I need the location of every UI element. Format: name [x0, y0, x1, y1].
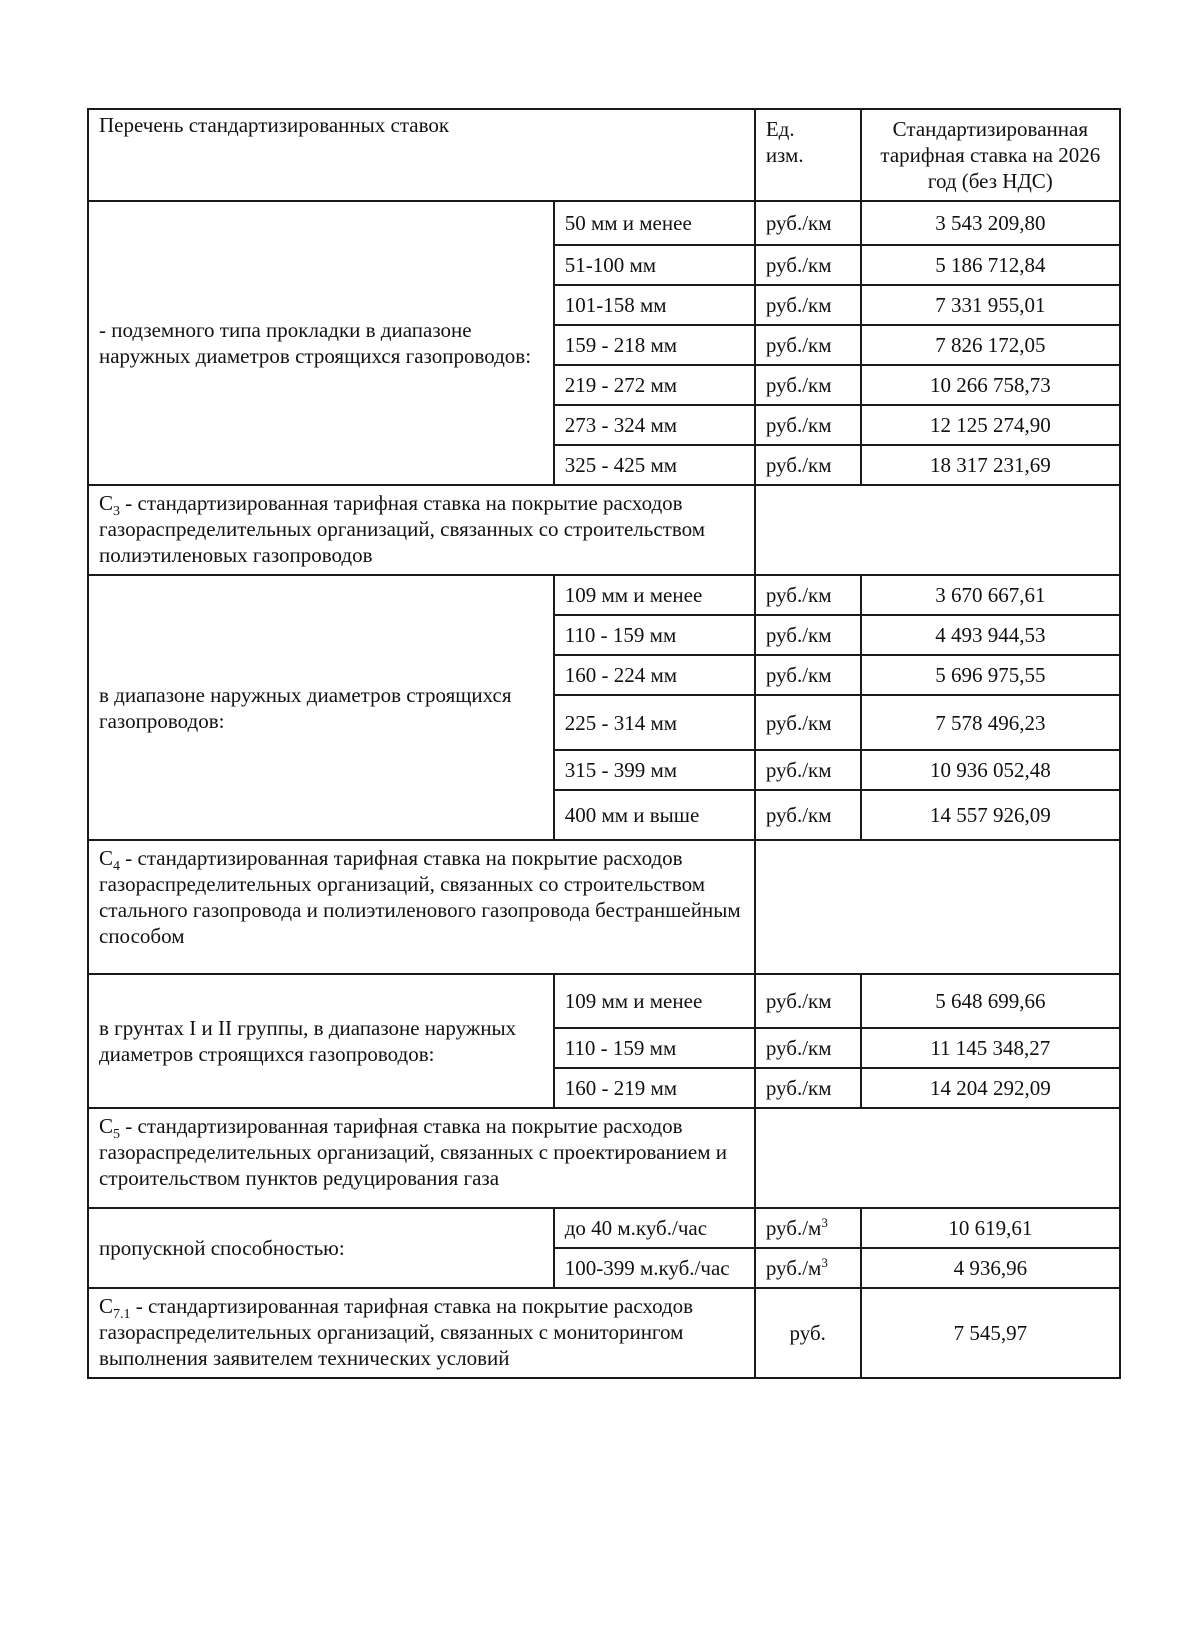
range-cell: 315 - 399 мм — [554, 750, 755, 790]
section-text: - стандартизированная тарифная ставка на покрытие расходов газораспределительных организаций, связанных со строительством полиэтиленовых газопроводов — [99, 491, 705, 567]
unit-cell: руб./км — [755, 445, 861, 485]
unit-cell: руб./км — [755, 575, 861, 615]
unit-superscript: 3 — [821, 1215, 828, 1230]
unit-cell: руб./км — [755, 750, 861, 790]
header-name-cell — [88, 109, 755, 201]
group-label-cell — [88, 1208, 554, 1288]
group-label-cell — [88, 201, 554, 485]
section-c3-cell — [88, 485, 755, 575]
unit-cell — [755, 1208, 861, 1248]
unit-cell: руб./км — [755, 615, 861, 655]
range-cell: 159 - 218 мм — [554, 325, 755, 365]
range-cell: 160 - 219 мм — [554, 1068, 755, 1108]
table-row — [88, 974, 1120, 1028]
section-c5-cell — [88, 1108, 755, 1208]
table-row — [88, 201, 1120, 245]
group-label: - подземного типа прокладки в диапазоне наружных диаметров строящихся газопроводов: — [99, 318, 532, 368]
table-header-row — [88, 109, 1120, 201]
header-value-cell — [861, 109, 1120, 201]
section-code: С — [99, 1114, 114, 1138]
value-cell: 14 557 926,09 — [861, 790, 1120, 840]
value-cell: 3 543 209,80 — [861, 201, 1120, 245]
unit-cell: руб./км — [755, 695, 861, 750]
value-cell: 11 145 348,27 — [861, 1028, 1120, 1068]
unit-text: руб./м — [765, 1216, 822, 1240]
section-row-c4 — [88, 840, 1120, 974]
value-cell: 10 936 052,48 — [861, 750, 1120, 790]
tariff-rates-table — [87, 108, 1121, 1379]
value-cell: 7 826 172,05 — [861, 325, 1120, 365]
range-cell: 110 - 159 мм — [554, 1028, 755, 1068]
section-c71-cell — [88, 1288, 755, 1378]
header-unit-cell — [755, 109, 861, 201]
unit-cell: руб./км — [755, 974, 861, 1028]
section-row-c71 — [88, 1288, 1120, 1378]
unit-cell: руб./км — [755, 325, 861, 365]
value-cell: 5 696 975,55 — [861, 655, 1120, 695]
value-cell: 7 545,97 — [861, 1288, 1120, 1378]
section-code: С — [99, 1294, 114, 1318]
range-cell: 109 мм и менее — [554, 575, 755, 615]
value-cell: 4 493 944,53 — [861, 615, 1120, 655]
range-cell: 100-399 м.куб./час — [554, 1248, 755, 1288]
unit-text: руб./м — [765, 1256, 822, 1280]
section-code-subscript: 5 — [113, 1127, 121, 1142]
table-row — [88, 575, 1120, 615]
range-cell: 325 - 425 мм — [554, 445, 755, 485]
section-row-c3 — [88, 485, 1120, 575]
value-cell: 7 578 496,23 — [861, 695, 1120, 750]
group-label-cell — [88, 974, 554, 1108]
range-cell: 101-158 мм — [554, 285, 755, 325]
unit-cell: руб./км — [755, 1068, 861, 1108]
empty-cell — [755, 840, 1120, 974]
value-cell: 5 648 699,66 — [861, 974, 1120, 1028]
header-value: Стандартизированная тарифная ставка на 2026 год (без НДС) — [880, 117, 1101, 193]
value-cell: 5 186 712,84 — [861, 245, 1120, 285]
section-row-c5 — [88, 1108, 1120, 1208]
range-cell: 160 - 224 мм — [554, 655, 755, 695]
value-cell: 18 317 231,69 — [861, 445, 1120, 485]
range-cell: 110 - 159 мм — [554, 615, 755, 655]
group-label: в грунтах I и II группы, в диапазоне наружных диаметров строящихся газопроводов: — [99, 1016, 517, 1066]
empty-cell — [755, 1108, 1120, 1208]
value-cell: 14 204 292,09 — [861, 1068, 1120, 1108]
range-cell: 109 мм и менее — [554, 974, 755, 1028]
group-label-cell — [88, 575, 554, 840]
section-text: - стандартизированная тарифная ставка на покрытие расходов газораспределительных организаций, связанных со строительством стального газопровода и полиэтиленового газопровода бестраншейным способом — [99, 846, 741, 948]
unit-cell: руб./км — [755, 405, 861, 445]
table-row — [88, 1208, 1120, 1248]
section-text: - стандартизированная тарифная ставка на покрытие расходов газораспределительных организаций, связанных с проектированием и строительством пунктов редуцирования газа — [99, 1114, 727, 1190]
section-code-subscript: 4 — [113, 859, 121, 874]
section-c4-cell — [88, 840, 755, 974]
value-cell: 10 619,61 — [861, 1208, 1120, 1248]
section-code-subscript: 7.1 — [113, 1307, 131, 1322]
unit-cell: руб./км — [755, 285, 861, 325]
range-cell: 225 - 314 мм — [554, 695, 755, 750]
header-name: Перечень стандартизированных ставок — [99, 113, 450, 137]
range-cell: 219 - 272 мм — [554, 365, 755, 405]
unit-superscript: 3 — [821, 1255, 828, 1270]
range-cell: 51-100 мм — [554, 245, 755, 285]
unit-cell: руб./км — [755, 1028, 861, 1068]
value-cell: 7 331 955,01 — [861, 285, 1120, 325]
section-code: С — [99, 846, 114, 870]
unit-cell: руб./км — [755, 365, 861, 405]
range-cell: до 40 м.куб./час — [554, 1208, 755, 1248]
value-cell: 10 266 758,73 — [861, 365, 1120, 405]
unit-cell: руб./км — [755, 201, 861, 245]
range-cell: 400 мм и выше — [554, 790, 755, 840]
range-cell: 50 мм и менее — [554, 201, 755, 245]
unit-cell: руб./км — [755, 245, 861, 285]
header-unit: Ед. изм. — [765, 117, 804, 167]
empty-cell — [755, 485, 1120, 575]
unit-cell — [755, 1248, 861, 1288]
section-code: С — [99, 491, 114, 515]
section-text: - стандартизированная тарифная ставка на покрытие расходов газораспределительных организаций, связанных с мониторингом выполнения заявителем технических условий — [99, 1294, 694, 1370]
unit-cell: руб./км — [755, 790, 861, 840]
range-cell: 273 - 324 мм — [554, 405, 755, 445]
unit-cell: руб. — [755, 1288, 861, 1378]
group-label: в диапазоне наружных диаметров строящихся газопроводов: — [99, 682, 512, 733]
section-code-subscript: 3 — [113, 504, 121, 519]
value-cell: 3 670 667,61 — [861, 575, 1120, 615]
value-cell: 12 125 274,90 — [861, 405, 1120, 445]
value-cell: 4 936,96 — [861, 1248, 1120, 1288]
unit-cell: руб./км — [755, 655, 861, 695]
group-label: пропускной способностью: — [99, 1236, 345, 1260]
